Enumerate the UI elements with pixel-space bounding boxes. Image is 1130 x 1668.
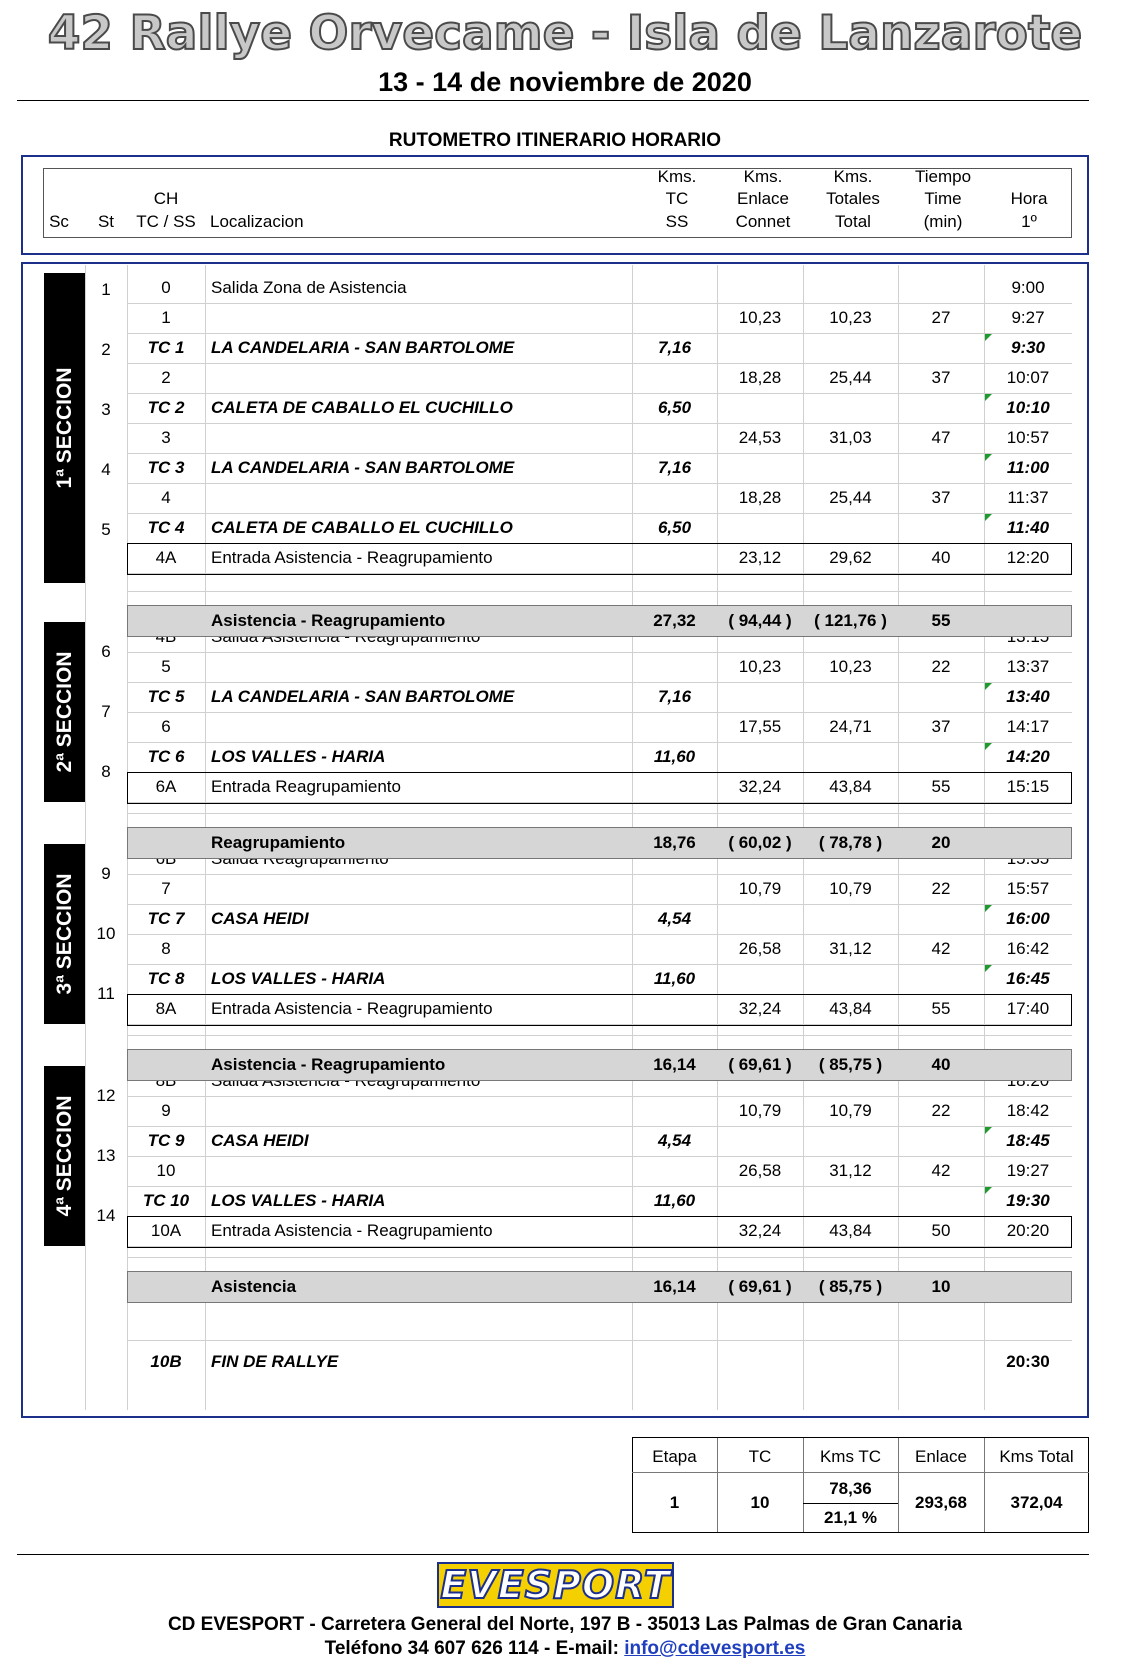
- hora-value: 9:00: [1011, 278, 1045, 297]
- col-hora-1: Hora: [1010, 189, 1048, 208]
- kms-enlace-value: 18,28: [738, 368, 782, 387]
- grid-hline-7: [127, 513, 1072, 514]
- tiempo-value: 55: [931, 999, 951, 1018]
- col-total-3: Total: [835, 212, 871, 231]
- document-subtitle: RUTOMETRO ITINERARIO HORARIO: [388, 130, 722, 151]
- grid-hline-2: [127, 363, 1072, 364]
- hora-value: 13:40: [1006, 687, 1050, 706]
- section-label: 4ª SECCION: [52, 1095, 76, 1217]
- time-control-flag-icon: [985, 965, 992, 972]
- kms-total-value: 10,79: [829, 1101, 872, 1120]
- col-enlace-3: Connet: [735, 212, 791, 231]
- totals-hline: [632, 1472, 1089, 1473]
- kms-total-value: 43,84: [829, 999, 872, 1018]
- hora-value: 11:37: [1007, 488, 1049, 507]
- hora-value: 9:30: [1010, 338, 1046, 357]
- tiempo-value: 42: [931, 939, 951, 958]
- location-name: CALETA DE CABALLO EL CUCHILLO: [211, 518, 513, 537]
- kms-enlace-value: 10,79: [738, 1101, 782, 1120]
- ch-code: 6: [161, 717, 171, 736]
- grid-hline-19: [127, 964, 1072, 965]
- grid-hline-4: [127, 423, 1072, 424]
- hora-value: 11:00: [1006, 458, 1050, 477]
- ch-code: 1: [161, 308, 171, 327]
- ch-code: TC 5: [147, 687, 185, 706]
- summary-enlace: ( 69,61 ): [728, 1055, 792, 1074]
- grid-hline-3: [127, 393, 1072, 394]
- totals-header: Enlace: [915, 1447, 967, 1466]
- hora-value: 20:20: [1006, 1221, 1050, 1240]
- kms-total-value: 24,71: [829, 717, 872, 736]
- ch-code: TC 10: [142, 1191, 190, 1210]
- location-name: Entrada Asistencia - Reagrupamiento: [211, 548, 493, 567]
- location-name: LA CANDELARIA - SAN BARTOLOME: [211, 687, 515, 706]
- col-tiempo-3: (min): [923, 212, 963, 231]
- ch-code: 2: [161, 368, 171, 387]
- totals-header: Kms Total: [999, 1447, 1074, 1466]
- location-name: CALETA DE CABALLO EL CUCHILLO: [211, 398, 513, 417]
- kms-enlace-value: 32,24: [738, 777, 782, 796]
- kms-total-value: 10,23: [829, 308, 872, 327]
- hora-value: 12:20: [1006, 548, 1050, 567]
- location-name: LA CANDELARIA - SAN BARTOLOME: [211, 458, 515, 477]
- col-localizacion: Localizacion: [210, 212, 304, 231]
- hora-value: 14:17: [1006, 717, 1050, 736]
- summary-label: Asistencia - Reagrupamiento: [211, 1055, 446, 1074]
- summary-total: ( 85,75 ): [818, 1055, 883, 1074]
- summary-enlace: ( 69,61 ): [728, 1277, 792, 1296]
- kms-tc-value: 7,16: [657, 338, 692, 357]
- hora-value: 10:57: [1006, 428, 1050, 447]
- summary-label: Reagrupamiento: [211, 833, 346, 852]
- ch-code: TC 3: [147, 458, 185, 477]
- summary-tiempo: 10: [931, 1277, 951, 1296]
- time-control-flag-icon: [985, 683, 992, 690]
- time-control-flag-icon: [985, 334, 992, 341]
- totals-etapa: 1: [669, 1493, 680, 1512]
- location-name: LA CANDELARIA - SAN BARTOLOME: [211, 338, 515, 357]
- section-bar-3: [44, 844, 85, 1024]
- ch-code: TC 2: [147, 398, 185, 417]
- totals-header: Etapa: [652, 1447, 697, 1466]
- kms-total-value: 10,23: [829, 657, 872, 676]
- col-tiempo-1: Tiempo: [914, 167, 972, 186]
- summary-tiempo: 20: [931, 833, 951, 852]
- ch-code: 8: [161, 939, 171, 958]
- kms-enlace-value: 18,28: [738, 488, 782, 507]
- stage-number: 3: [101, 400, 111, 419]
- col-ch-2: TC / SS: [136, 212, 196, 231]
- kms-total-value: 31,12: [829, 939, 872, 958]
- grid-hline-29: [127, 813, 1072, 814]
- totals-header: Kms TC: [819, 1447, 882, 1466]
- totals-header: TC: [748, 1447, 772, 1466]
- hora-value: 15:15: [1006, 777, 1050, 796]
- kms-enlace-value: 26,58: [738, 1161, 782, 1180]
- section-label: 3ª SECCION: [52, 873, 76, 995]
- footer-address: CD EVESPORT - Carretera General del Norte, 197 B - 35013 Las Palmas de Gran Canaria: [167, 1614, 963, 1635]
- hora-value: 10:10: [1006, 398, 1050, 417]
- stage-number: 5: [101, 520, 111, 539]
- ch-code: 9: [161, 1101, 171, 1120]
- tiempo-value: 50: [931, 1221, 951, 1240]
- tiempo-value: 22: [931, 879, 951, 898]
- ch-code: 4A: [155, 548, 177, 567]
- stage-number: 6: [101, 642, 111, 661]
- location-name: Entrada Asistencia - Reagrupamiento: [211, 1221, 493, 1240]
- kms-total-value: 29,62: [829, 548, 872, 567]
- hora-value: 15:57: [1006, 879, 1050, 898]
- grid-hline-25: [127, 1186, 1072, 1187]
- tiempo-value: 37: [931, 488, 951, 507]
- time-control-flag-icon: [985, 514, 992, 521]
- tiempo-value: 55: [931, 777, 951, 796]
- kms-enlace-value: 26,58: [738, 939, 782, 958]
- kms-total-value: 43,84: [829, 1221, 872, 1240]
- hora-value: 16:42: [1006, 939, 1050, 958]
- kms-tc-value: 7,16: [657, 687, 692, 706]
- location-name: LOS VALLES - HARIA: [211, 969, 386, 988]
- summary-tiempo: 55: [931, 611, 951, 630]
- evesport-logo: [437, 1562, 674, 1608]
- hora-value: 19:27: [1006, 1161, 1050, 1180]
- stage-number: 4: [101, 460, 111, 479]
- hora-value: 14:20: [1006, 747, 1050, 766]
- rally-date: 13 - 14 de noviembre de 2020: [378, 67, 752, 97]
- summary-kms-tc: 16,14: [653, 1277, 696, 1296]
- tiempo-value: 47: [931, 428, 951, 447]
- totals-tc: 10: [750, 1493, 770, 1512]
- totals-kms-tc: 78,36: [829, 1479, 872, 1498]
- grid-hline-13: [127, 742, 1072, 743]
- tiempo-value: 27: [931, 308, 951, 327]
- kms-total-value: 31,03: [829, 428, 872, 447]
- ch-code: TC 9: [147, 1131, 185, 1150]
- time-control-flag-icon: [985, 1127, 992, 1134]
- summary-kms-tc: 16,14: [653, 1055, 696, 1074]
- hora-value: 10:07: [1006, 368, 1050, 387]
- kms-tc-value: 6,50: [657, 518, 692, 537]
- kms-enlace-value: 10,23: [738, 308, 782, 327]
- location-name: LOS VALLES - HARIA: [211, 1191, 386, 1210]
- tiempo-value: 42: [931, 1161, 951, 1180]
- time-control-flag-icon: [985, 743, 992, 750]
- kms-total-value: 25,44: [829, 368, 872, 387]
- ch-code: 4: [161, 488, 171, 507]
- col-kms-tc-2: TC: [665, 189, 689, 208]
- location-name: Entrada Reagrupamiento: [211, 777, 401, 796]
- location-name: CASA HEIDI: [211, 1131, 309, 1150]
- summary-total: ( 78,78 ): [818, 833, 883, 852]
- logo-wordmark: EVESPORT: [440, 1563, 671, 1607]
- grid-hline-24: [127, 1156, 1072, 1157]
- grid-hline-1: [127, 333, 1072, 334]
- stage-number: 10: [96, 924, 116, 943]
- rally-title: 42 Rallye Orvecame - Isla de Lanzarote: [47, 6, 1083, 61]
- location-name: Entrada Asistencia - Reagrupamiento: [211, 999, 493, 1018]
- location-name: Salida Zona de Asistencia: [211, 278, 407, 297]
- kms-total-value: 31,12: [829, 1161, 872, 1180]
- ch-code: TC 8: [147, 969, 185, 988]
- hora-value: 9:27: [1011, 308, 1045, 327]
- stage-number: 11: [97, 984, 115, 1003]
- hora-value: 16:45: [1006, 969, 1050, 988]
- footer-contact: [0, 1637, 1130, 1661]
- hora-value: 13:37: [1006, 657, 1050, 676]
- kms-enlace-value: 17,55: [738, 717, 782, 736]
- col-ch-1: CH: [153, 189, 179, 208]
- hora-value: 16:00: [1006, 909, 1050, 928]
- kms-tc-value: 4,54: [657, 909, 692, 928]
- stage-number: 9: [101, 864, 111, 883]
- ch-code: TC 6: [147, 747, 185, 766]
- tiempo-value: 22: [931, 657, 951, 676]
- kms-enlace-value: 24,53: [738, 428, 782, 447]
- col-kms-tc-1: Kms.: [657, 167, 697, 186]
- bottom-divider: [17, 1554, 1089, 1555]
- summary-kms-tc: 18,76: [653, 833, 696, 852]
- finish-hora: 20:30: [1006, 1352, 1050, 1371]
- stage-number: 7: [101, 702, 111, 721]
- stage-number: 8: [101, 762, 111, 781]
- kms-tc-value: 6,50: [657, 398, 692, 417]
- stage-number: 1: [101, 280, 111, 299]
- col-sc: Sc: [49, 212, 69, 231]
- hora-value: 17:40: [1006, 999, 1050, 1018]
- totals-enlace: 293,68: [915, 1493, 967, 1512]
- summary-enlace: ( 60,02 ): [728, 833, 792, 852]
- kms-enlace-value: 32,24: [738, 999, 782, 1018]
- kms-tc-value: 4,54: [657, 1131, 692, 1150]
- grid-hline-22: [127, 1096, 1072, 1097]
- section-bar-1: [44, 273, 85, 583]
- kms-tc-value: 11,60: [653, 747, 696, 766]
- tiempo-value: 37: [931, 717, 951, 736]
- col-tiempo-2: Time: [924, 189, 962, 208]
- kms-total-value: 43,84: [829, 777, 872, 796]
- time-control-flag-icon: [985, 394, 992, 401]
- totals-kms-total: 372,04: [1010, 1493, 1063, 1512]
- kms-enlace-value: 10,23: [738, 657, 782, 676]
- grid-hline-30: [127, 1035, 1072, 1036]
- grid-vline-0: [85, 265, 86, 1410]
- stage-number: 2: [101, 340, 111, 359]
- section-label: 1ª SECCION: [52, 367, 76, 489]
- footer-email-link[interactable]: info@cdevesport.es: [624, 1638, 806, 1659]
- time-control-flag-icon: [985, 905, 992, 912]
- kms-enlace-value: 32,24: [738, 1221, 782, 1240]
- totals-kms-tc-pct: 21,1 %: [824, 1508, 877, 1527]
- tiempo-value: 22: [931, 1101, 951, 1120]
- grid-hline-16: [127, 874, 1072, 875]
- section-label: 2ª SECCION: [52, 651, 76, 773]
- grid-hline-11: [127, 682, 1072, 683]
- summary-kms-tc: 27,32: [653, 611, 696, 630]
- ch-code: 5: [161, 657, 171, 676]
- kms-enlace-value: 10,79: [738, 879, 782, 898]
- location-name: LOS VALLES - HARIA: [211, 747, 386, 766]
- col-enlace-1: Kms.: [743, 167, 783, 186]
- kms-tc-value: 11,60: [653, 1191, 696, 1210]
- grid-hline-18: [127, 934, 1072, 935]
- location-name: CASA HEIDI: [211, 909, 309, 928]
- col-total-2: Totales: [826, 189, 880, 208]
- grid-hline-0: [127, 303, 1072, 304]
- time-control-flag-icon: [985, 1187, 992, 1194]
- ch-code: TC 1: [147, 338, 185, 357]
- stage-number: 12: [96, 1086, 116, 1105]
- col-kms-tc-3: SS: [665, 212, 689, 231]
- ch-code: 8A: [155, 999, 177, 1018]
- summary-enlace: ( 94,44 ): [728, 611, 792, 630]
- ch-code: 3: [161, 428, 171, 447]
- finish-ch-code: 10B: [150, 1352, 182, 1371]
- footer-phone: Teléfono 34 607 626 114 - E-mail:: [324, 1638, 625, 1659]
- grid-hline-28: [127, 591, 1072, 592]
- ch-code: 7: [161, 879, 171, 898]
- kms-tc-value: 7,16: [657, 458, 692, 477]
- grid-hline-33: [127, 1340, 1072, 1341]
- kms-tc-value: 11,60: [653, 969, 696, 988]
- section-bar-4: [44, 1066, 85, 1246]
- section-bar-2: [44, 622, 85, 802]
- col-total-1: Kms.: [833, 167, 873, 186]
- ch-code: TC 7: [147, 909, 185, 928]
- hora-value: 19:30: [1006, 1191, 1050, 1210]
- grid-hline-12: [127, 712, 1072, 713]
- hora-value: 18:42: [1006, 1101, 1050, 1120]
- grid-hline-10: [127, 652, 1072, 653]
- tiempo-value: 40: [931, 548, 951, 567]
- grid-hline-31: [127, 1257, 1072, 1258]
- summary-label: Asistencia: [211, 1277, 297, 1296]
- summary-total: ( 121,76 ): [814, 611, 887, 630]
- summary-total: ( 85,75 ): [818, 1277, 883, 1296]
- grid-hline-5: [127, 453, 1072, 454]
- ch-code: 10: [156, 1161, 176, 1180]
- top-divider: [17, 100, 1089, 101]
- stage-number: 14: [96, 1206, 116, 1225]
- totals-kms-split: [803, 1503, 898, 1504]
- kms-enlace-value: 23,12: [738, 548, 782, 567]
- grid-hline-23: [127, 1126, 1072, 1127]
- summary-label: Asistencia - Reagrupamiento: [211, 611, 446, 630]
- stage-number: 13: [96, 1146, 116, 1165]
- time-control-flag-icon: [985, 454, 992, 461]
- ch-code: 0: [161, 278, 171, 297]
- col-hora-2: 1º: [1021, 212, 1037, 231]
- grid-hline-6: [127, 483, 1072, 484]
- tiempo-value: 37: [931, 368, 951, 387]
- kms-total-value: 10,79: [829, 879, 872, 898]
- col-enlace-2: Enlace: [737, 189, 789, 208]
- kms-total-value: 25,44: [829, 488, 872, 507]
- ch-code: 10A: [150, 1221, 182, 1240]
- finish-label: FIN DE RALLYE: [211, 1352, 339, 1371]
- hora-value: 11:40: [1006, 518, 1050, 537]
- hora-value: 18:45: [1006, 1131, 1050, 1150]
- ch-code: 6A: [155, 777, 177, 796]
- summary-tiempo: 40: [931, 1055, 951, 1074]
- grid-hline-17: [127, 904, 1072, 905]
- col-st: St: [97, 212, 115, 231]
- ch-code: TC 4: [147, 518, 185, 537]
